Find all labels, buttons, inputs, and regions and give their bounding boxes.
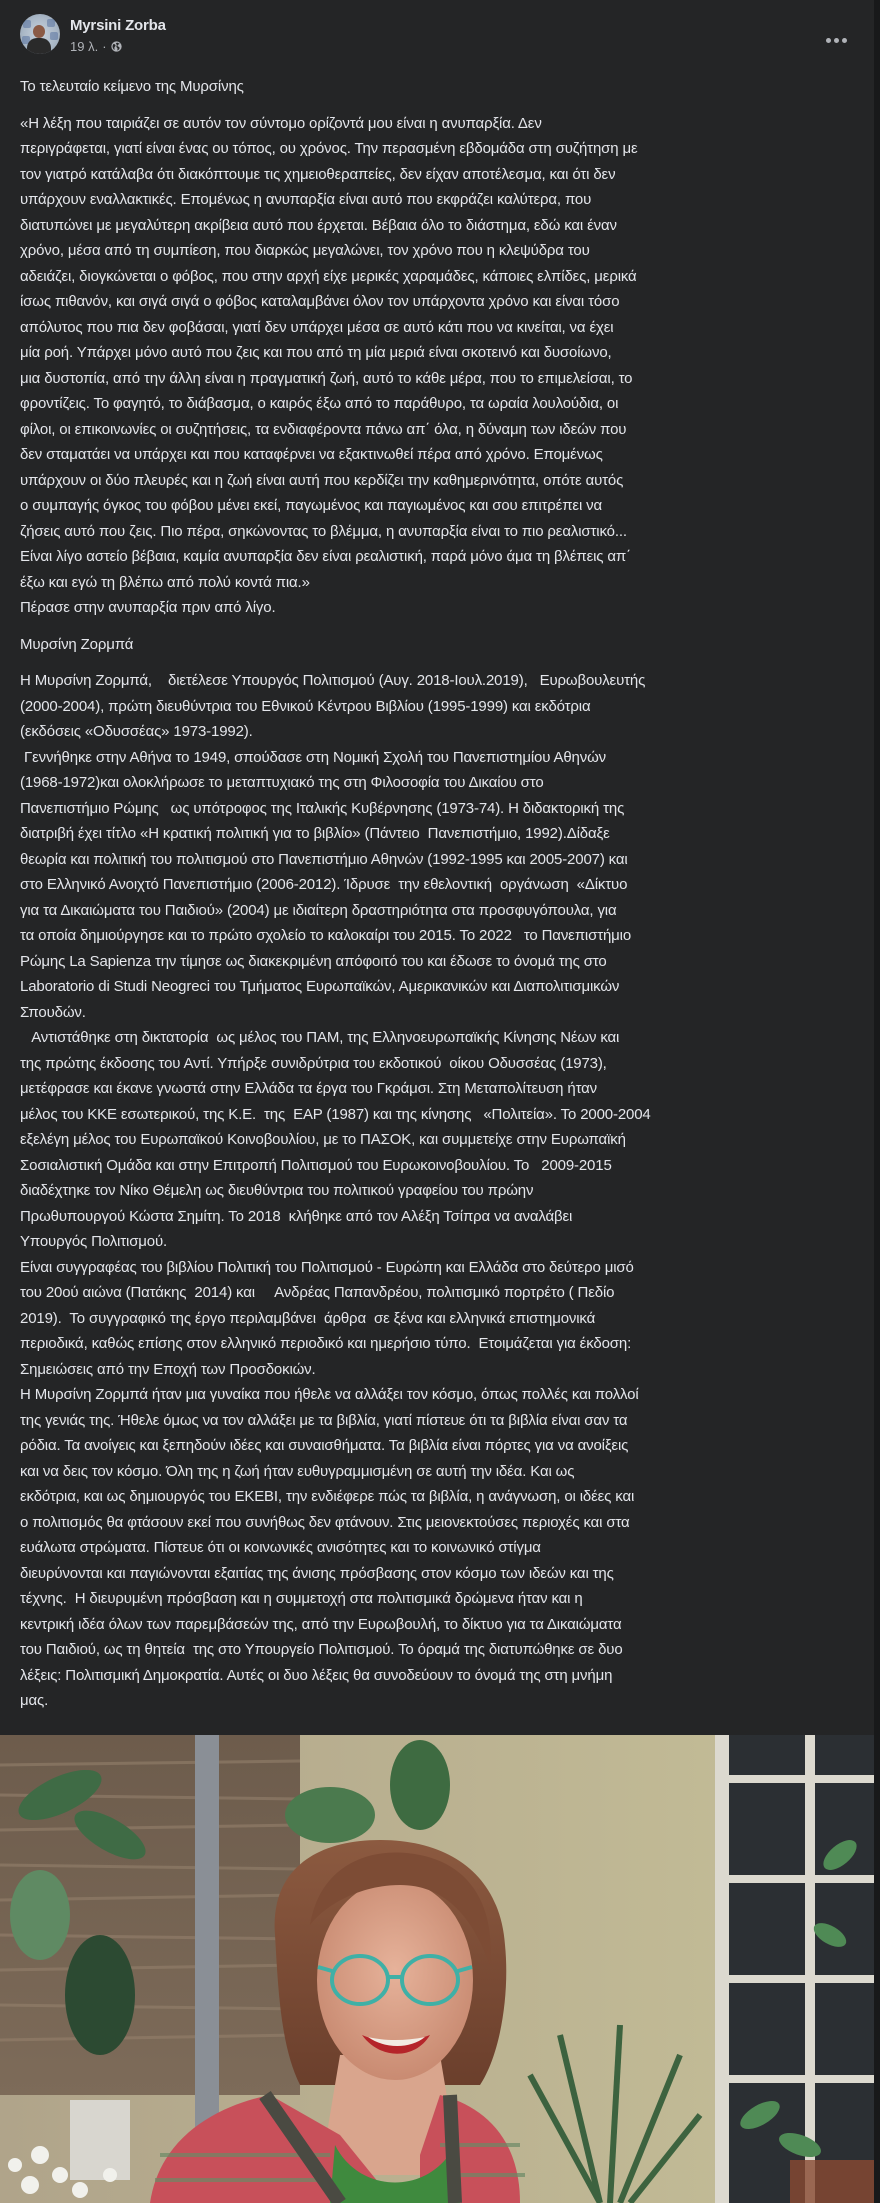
post-meta — [70, 39, 122, 54]
bio-line: (2000-2004), πρώτη διευθύντρια του Εθνικού Κέντρου Βιβλίου (1995-1999) και εκδότρια — [20, 697, 591, 715]
quote-line: ζήσεις αυτό που ζεις. Πιο πέρα, σηκώνοντας το βλέμμα, η ανυπαρξία είναι το πιο ρεαλιστικό... — [20, 522, 627, 540]
bio-line: θεωρία και πολιτική του πολιτισμού στο Πανεπιστήμιο Αθηνών (1992-1995 και 2005-2007) και — [20, 850, 628, 868]
meta-separator: · — [102, 39, 107, 54]
bio-line: μετέφρασε και έκανε γνωστά στην Ελλάδα τα έργα του Γκράμσι. Στη Μεταπολίτευση ήταν — [20, 1080, 598, 1097]
quote-line: τον γιατρό κατάλαβα ότι διακόπτουμε τις χημειοθεραπείες, δεν είχαν αποτέλεσμα, και ότι δεν — [20, 165, 616, 183]
bio-line: Αντιστάθηκε στη δικτατορία ως μέλος του ΠΑΜ, της Ελληνοευρωπαϊκής Κίνησης Νέων και — [20, 1029, 620, 1046]
bio-line: (εκδόσεις «Οδυσσέας» 1973-1992). — [20, 723, 253, 740]
bio-line: Πρωθυπουργού Κώστα Σημίτη. Το 2018 κλήθηκε από τον Αλέξη Τσίπρα να αναλάβει — [20, 1207, 573, 1225]
timestamp[interactable]: 19 λ. — [70, 39, 99, 54]
avatar-body — [27, 38, 51, 54]
quote-line: ο συμπαγής όγκος του φόβου μένει εκεί, παγωμένος και παγιωμένος και σου επιτρέπει να — [20, 497, 603, 514]
name-heading-text: Μυρσίνη Ζορμπά — [20, 635, 134, 653]
quote-line: φροντίζεις. Το φαγητό, το διάβασμα, ο καιρός έξω από το παράθυρο, τα ωραία λουλούδια, οι — [20, 395, 619, 412]
bio-line: λέξεις: Πολιτισμική Δημοκρατία. Αυτές οι δυο λέξεις θα συνοδεύουν το όνομά της στη μνήμη — [20, 1666, 613, 1684]
bio-line: εξελέγη μέλος του Ευρωπαϊκού Κοινοβουλίου, με το ΠΑΣΟΚ, και συμμετείχε στην Ευρωπαϊκή — [20, 1131, 626, 1148]
bio-line: Ρώμης La Sapienza την τίμησε ως διακεκριμένη απόφοιτό του και έδωσε το όνομά της στο — [20, 952, 607, 970]
name-heading — [20, 632, 854, 658]
bio-line: Σημειώσεις από την Εποχή των Προσδοκιών. — [20, 1360, 316, 1378]
quote-line: περιγράφεται, γιατί είναι ένας ου τόπος, ου χρόνος. Την περασμένη εβδομάδα στη συζήτηση με — [20, 140, 638, 157]
bio-line: διατριβή έχει τίτλο «Η κρατική πολιτική για το βιβλίο» (Πάντειο Πανεπιστήμιο, 1992).Δίδαξε — [20, 825, 610, 842]
more-options-button[interactable] — [818, 22, 854, 58]
bio-line: Η Μυρσίνη Ζορμπά, διετέλεσε Υπουργός Πολιτισμού (Αυγ. 2018-Ιουλ.2019), Ευρωβουλευτής — [20, 672, 646, 689]
bio-line: μέλος του ΚΚΕ εσωτερικού, της Κ.Ε. της ΕΑΡ (1987) και της κίνησης «Πολιτεία». Το 2000-2004 — [20, 1105, 651, 1123]
quote-line: Πέρασε στην ανυπαρξία πριν από λίγο. — [20, 599, 276, 616]
globe-icon[interactable] — [111, 41, 122, 52]
bio-paragraph — [20, 668, 854, 1714]
quote-line: διατυπώνει με μεγαλύτερη ακρίβεια αυτό που έρχεται. Βέβαια όλο το διάστημα, εδώ και έναν — [20, 216, 617, 234]
author-name[interactable]: Myrsini Zorba — [70, 17, 166, 34]
quote-line: υπάρχουν οι δύο πλευρές και η ζωή είναι αυτή που κερδίζει την καθημερινότητα, οπότε αυτός — [20, 471, 624, 489]
bio-line: ευάλωτα στρώματα. Πίστευε ότι οι κοινωνικές ανισότητες και το κοινωνικό στίγμα — [20, 1539, 541, 1556]
quote-line: υπάρχουν εναλλακτικές. Επομένως η ανυπαρξία είναι αυτό που εκφράζει καλύτερα, που — [20, 191, 592, 208]
bio-line: Η Μυρσίνη Ζορμπά ήταν μια γυναίκα που ήθελε να αλλάξει τον κόσμο, όπως πολλές και πολλοί — [20, 1386, 639, 1403]
bio-line: στο Ελληνικό Ανοιχτό Πανεπιστήμιο (2006-2012). Ίδρυσε την εθελοντική οργάνωση «Δίκτυο — [20, 876, 628, 893]
more-dot-icon — [834, 38, 839, 43]
quote-line: έξω και εγώ τη βλέπω από πολύ κοντά πια.» — [20, 573, 310, 591]
bio-line: Υπουργός Πολιτισμού. — [20, 1233, 168, 1250]
bio-line: Πανεπιστήμιο Ρώμης ως υπότροφος της Ιταλικής Κυβέρνησης (1973-74). Η διδακτορική της — [20, 799, 625, 817]
bio-line: Γεννήθηκε στην Αθήνα το 1949, σπούδασε στη Νομική Σχολή του Πανεπιστημίου Αθηνών — [20, 748, 606, 766]
quote-line: αδειάζει, διογκώνεται ο φόβος, που στην αρχή είχε μερικές χαραμάδες, κάποιες ελπίδες, μερικά — [20, 267, 637, 285]
bio-line: διευρύνονται και παγιώνονται εξαιτίας της άνισης πρόσβασης στον κόσμο των ιδεών και της — [20, 1564, 614, 1582]
bio-line: (1968-1972)και ολοκλήρωσε το μεταπτυχιακό της στη Φιλοσοφία του Δικαίου στο — [20, 774, 544, 791]
post-body — [0, 74, 874, 1714]
quote-line: Είναι λίγο αστείο βέβαια, καμία ανυπαρξία δεν είναι ρεαλιστική, παρά μόνο άμα τη βλέπεις απ΄ — [20, 548, 631, 565]
bio-line: της πρώτης έκδοσης του Αντί. Υπήρξε συνιδρύτρια του εκδοτικού οίκου Οδυσσέας (1973), — [20, 1054, 607, 1072]
bio-line: Σοσιαλιστική Ομάδα και στην Επιτροπή Πολιτισμού του Ευρωκοινοβουλίου. Το 2009-2015 — [20, 1156, 612, 1174]
bio-line: εκδότρια, και ως δημιουργός του ΕΚΕΒΙ, την ενδιέφερε πώς τα βιβλία, η ανάγνωση, οι ιδέες και — [20, 1488, 635, 1505]
bio-line: τα οποία δημιούργησε και το πρώτο σχολείο το καλοκαίρι του 2015. Το 2022 το Πανεπιστήμιο — [20, 927, 632, 944]
bio-line: 2019). Το συγγραφικό της έργο περιλαμβάνει άρθρα σε ξένα και ελληνικά επιστημονικά — [20, 1309, 596, 1327]
bio-line: διαδέχτηκε τον Νίκο Θέμελη ως διευθύντρια του πολιτικού γραφείου του πρώην — [20, 1182, 534, 1199]
bio-line: μας. — [20, 1692, 49, 1709]
quote-line: μια δυστοπία, από την άλλη είναι η πραγματική ζωή, αυτό το κάθε μέρα, που το επιμελείσαι, το — [20, 369, 633, 387]
quote-line: χρόνο, μέσα από τη συμπίεση, που διαρκώς μεγαλώνει, τον χρόνο που η κλεψύδρα του — [20, 242, 590, 259]
quote-paragraph — [20, 111, 854, 621]
avatar[interactable] — [20, 14, 60, 54]
bio-line: της γενιάς της. Ήθελε όμως να τον αλλάξει με τα βιβλία, γιατί πίστευε ότι τα βιβλία είναι σαν τα — [20, 1411, 628, 1429]
bio-line: Laboratorio di Studi Neogreci του Τμήματος Ευρωπαϊκών, Αμερικανικών και Διαπολιτισμικών — [20, 978, 620, 995]
quote-line: ίσως πιθανόν, και σιγά σιγά ο φόβος καταλαμβάνει όλον τον υπάρχοντα χρόνο και είναι τόσο — [20, 293, 620, 310]
bio-line: περιοδικά, καθώς επίσης στον ελληνικό περιοδικό και ημερήσιο τύπο. Ετοιμάζεται για έκδοση: — [20, 1335, 632, 1352]
quote-line: μία ροή. Υπάρχει μόνο αυτό που ζεις και που από τη μία μεριά είναι σκοτεινό και δυσοίωνο, — [20, 344, 612, 361]
bio-line: ρόδια. Τα ανοίγεις και ξεπηδούν ιδέες και συναισθήματα. Τα βιβλία είναι πόρτες για να ανοίξεις — [20, 1437, 629, 1454]
post-header — [0, 0, 874, 72]
quote-line: φίλοι, οι επικοινωνίες οι συζητήσεις, τα ενδιαφέροντα πάνω απ΄ όλα, η δύναμη των ιδεών που — [20, 420, 627, 438]
more-dot-icon — [826, 38, 831, 43]
more-dot-icon — [842, 38, 847, 43]
post-title — [20, 74, 854, 100]
avatar-bg-pattern — [23, 20, 31, 28]
quote-line: απόλυτος που πια δεν φοβάσαι, γιατί δεν υπάρχει μέσα σε αυτό κάτι που να κινείται, να έχει — [20, 318, 614, 336]
avatar-bg-pattern — [50, 32, 58, 40]
bio-line: για τα Δικαιώματα του Παιδιού» (2004) με ιδιαίτερη δραστηριότητα στα προσφυγόπουλα, για — [20, 901, 617, 919]
post-photo[interactable] — [0, 1735, 874, 2203]
bio-line: Σπουδών. — [20, 1003, 86, 1021]
avatar-bg-pattern — [47, 19, 55, 27]
bio-line: του Παιδιού, ως τη θητεία της στο Υπουργείο Πολιτισμού. Το όραμά της διατυπώθηκε σε δυο — [20, 1641, 623, 1658]
portrait-photo — [0, 1735, 874, 2203]
quote-line: δεν σταματάει να υπάρχει και που καταφέρνει να εξακτινωθεί πέρα από χρόνο. Επομένως — [20, 446, 603, 463]
avatar-head — [33, 25, 45, 38]
bio-line: κεντρική ιδέα όλων των παρεμβάσεών της, από την Ευρωβουλή, το δίκτυο για τα Δικαιώματα — [20, 1615, 622, 1633]
bio-line: και να δεις τον κόσμο. Όλη της η ζωή ήταν ευθυγραμμισμένη σε αυτή την ιδέα. Και ως — [20, 1462, 575, 1480]
bio-line: τέχνης. Η διευρυμένη πρόσβαση και η συμμετοχή στα πολιτισμικά δρώμενα ήταν και η — [20, 1590, 583, 1607]
post-title-text: Το τελευταίο κείμενο της Μυρσίνης — [20, 78, 244, 95]
quote-line: «Η λέξη που ταιριάζει σε αυτόν τον σύντομο ορίζοντά μου είναι η ανυπαρξία. Δεν — [20, 114, 542, 132]
bio-line: Είναι συγγραφέας του βιβλίου Πολιτική του Πολιτισμού - Ευρώπη και Ελλάδα στο δεύτερο μισό — [20, 1258, 634, 1276]
bio-line: ο πολιτισμός θα φτάσουν εκεί που συνήθως δεν φτάνουν. Στις μειονεκτούσες περιοχές και στα — [20, 1513, 630, 1531]
bio-line: του 20ού αιώνα (Πατάκης 2014) και Ανδρέας Παπανδρέου, πολιτισμικό πορτρέτο ( Πεδίο — [20, 1284, 615, 1301]
